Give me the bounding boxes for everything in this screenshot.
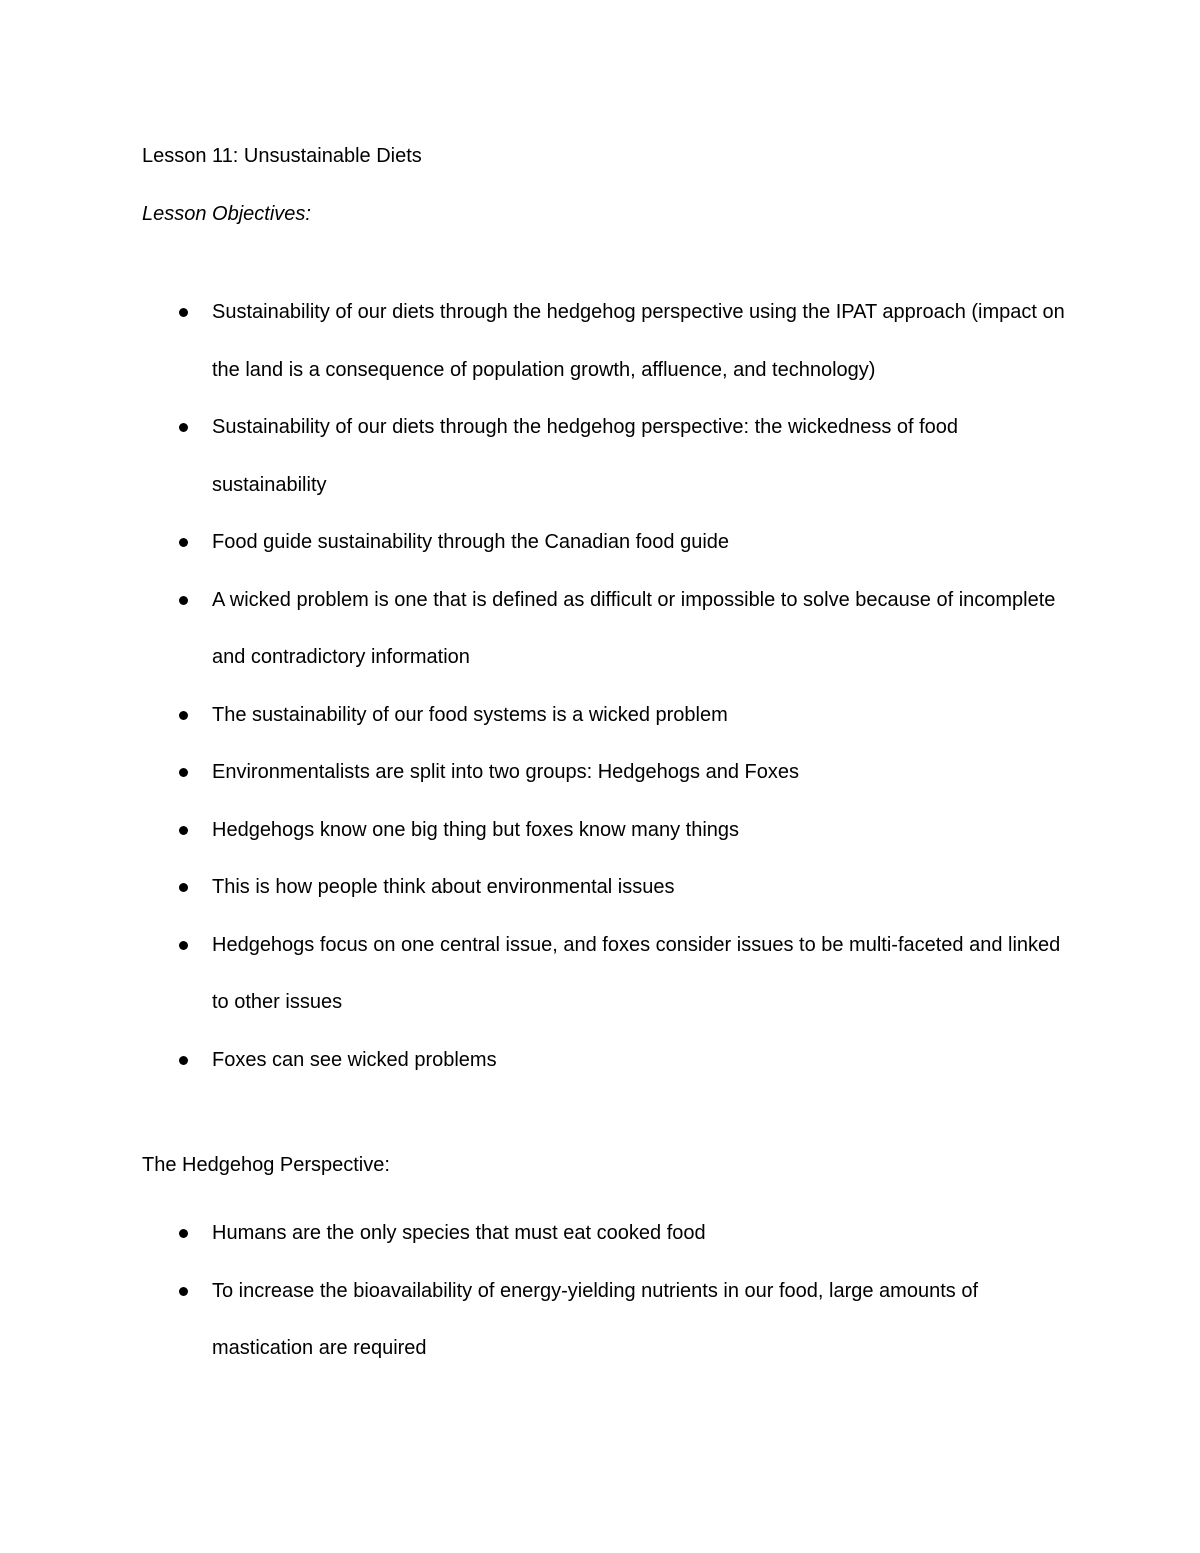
list-item: [142, 744, 1072, 802]
list-item: [142, 514, 1072, 572]
list-item: [142, 1205, 1072, 1263]
bullet-icon: [179, 768, 188, 777]
list-item: [142, 284, 1072, 399]
bullet-icon: [179, 1287, 188, 1296]
bullet-icon: [179, 711, 188, 720]
list-item-text: Hedgehogs know one big thing but foxes know many things: [212, 818, 740, 841]
bullet-icon: [179, 1056, 188, 1065]
bullet-icon: [179, 826, 188, 835]
list-item-text: A wicked problem is one that is defined as difficult or impossible to solve because of incomplete and contradictory information: [212, 588, 1056, 668]
bullet-icon: [179, 423, 188, 432]
list-item-text: This is how people think about environmental issues: [212, 876, 675, 898]
bullet-icon: [179, 883, 188, 892]
bullet-icon: [179, 538, 188, 547]
bullet-icon: [179, 941, 188, 950]
list-item: [142, 917, 1072, 1032]
list-item-text: Foxes can see wicked problems: [212, 1048, 497, 1071]
list-item-text: Sustainability of our diets through the hedgehog perspective using the IPAT approach (impact on the land is a consequence of population growth, affluence, and technology): [212, 301, 1065, 381]
list-item: [142, 572, 1072, 687]
list-item: [142, 1032, 1072, 1090]
hedgehog-list: [142, 1205, 1072, 1378]
list-item-text: The sustainability of our food systems is a wicked problem: [212, 703, 728, 726]
bullet-icon: [179, 308, 188, 317]
document-content: [142, 138, 1072, 1378]
list-item: [142, 687, 1072, 745]
objectives-heading: Lesson Objectives:: [142, 203, 311, 225]
list-item: [142, 1263, 1072, 1378]
list-item: [142, 399, 1072, 514]
bullet-icon: [179, 596, 188, 605]
section-spacer: [142, 1089, 1072, 1147]
document-title: Lesson 11: Unsustainable Diets: [142, 145, 422, 167]
hedgehog-heading: The Hedgehog Perspective:: [142, 1154, 390, 1176]
list-item-text: Hedgehogs focus on one central issue, and foxes consider issues to be multi-faceted and linked to other issues: [212, 933, 1061, 1013]
list-item-text: Sustainability of our diets through the hedgehog perspective: the wickedness of food sustainability: [212, 416, 959, 496]
list-item: [142, 802, 1072, 860]
list-item-text: Environmentalists are split into two groups: Hedgehogs and Foxes: [212, 761, 799, 783]
list-item-text: Food guide sustainability through the Canadian food guide: [212, 531, 730, 553]
bullet-icon: [179, 1229, 188, 1238]
objectives-list: [142, 284, 1072, 1089]
list-item-text: Humans are the only species that must eat cooked food: [212, 1222, 706, 1244]
list-item-text: To increase the bioavailability of energy-yielding nutrients in our food, large amounts of mastication are required: [212, 1279, 978, 1359]
list-item: [142, 859, 1072, 917]
